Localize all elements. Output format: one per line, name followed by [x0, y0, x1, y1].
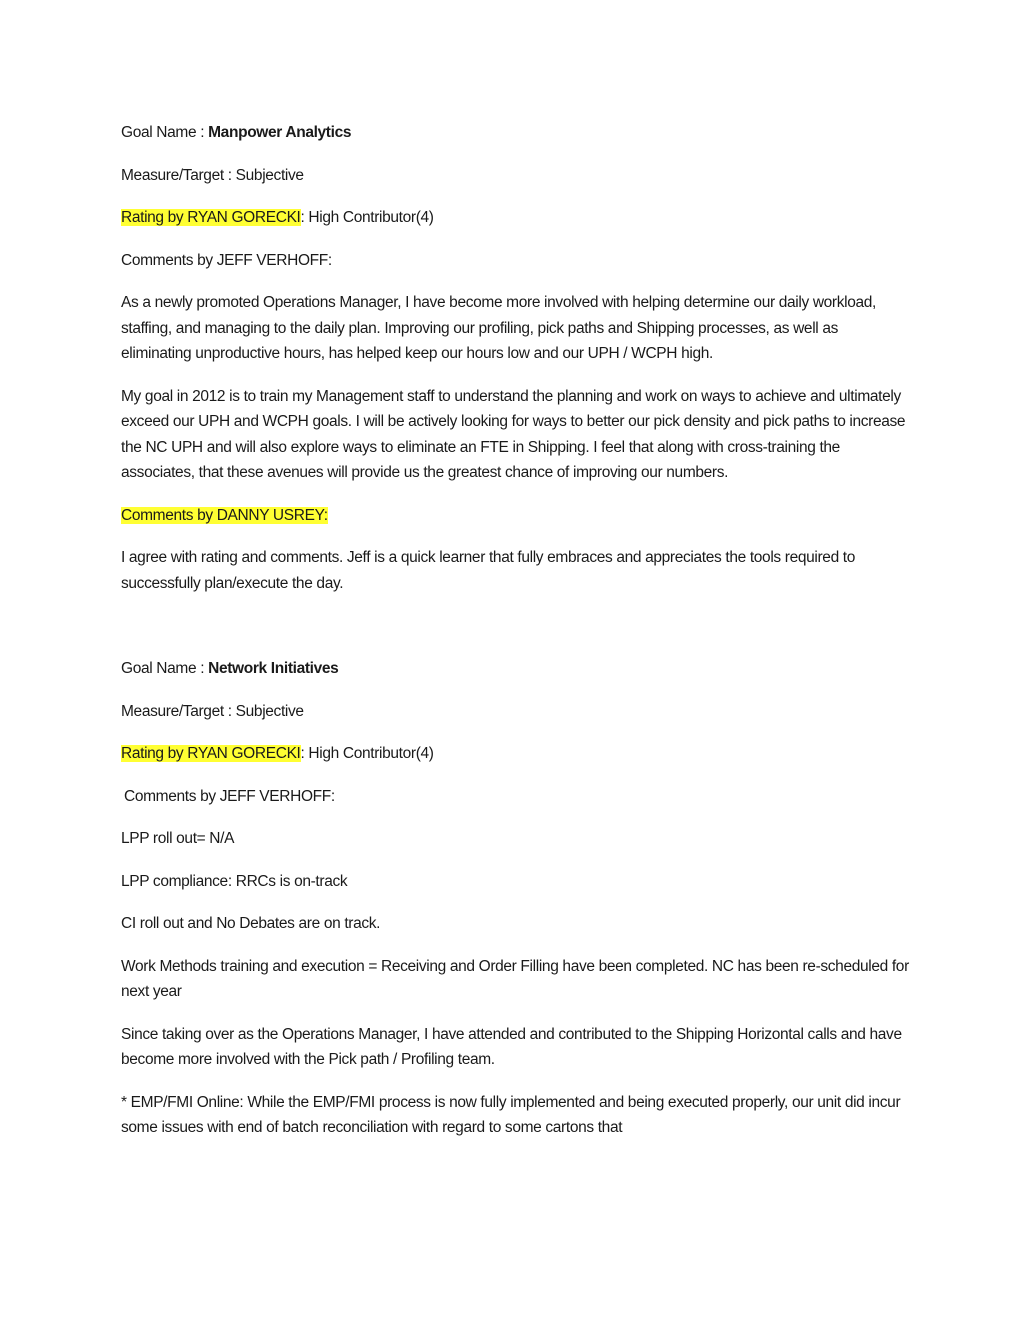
rating-line — [121, 741, 911, 767]
rating-value: : High Contributor(4) — [300, 745, 434, 762]
goal-name: Manpower Analytics — [208, 124, 352, 141]
goal-name-label: Goal Name : — [121, 660, 209, 677]
rating-value: : High Contributor(4) — [300, 209, 434, 226]
measure-target: Measure/Target : Subjective — [121, 702, 304, 720]
goal-section-network — [121, 656, 911, 1141]
rating-by-highlight: Rating by RYAN GORECKI — [121, 209, 301, 226]
comment-paragraph: Work Methods training and execution = Receiving and Order Filling have been completed. NC has been re-scheduled for next year — [121, 957, 909, 1000]
goal-section-manpower — [121, 120, 911, 596]
document-page — [121, 120, 911, 1158]
goal-name-label: Goal Name : — [121, 124, 209, 141]
comment-paragraph: My goal in 2012 is to train my Management staff to understand the planning and work on ways to achieve and ultimately exceed our UPH and WCPH goals. I will be actively looking for ways to better our pick density and pick paths to increase the NC UPH and will also explore ways to eliminate an FTE in Shipping. I feel that along with cross-training the associates, that these avenues will provide us the greatest chance of improving our numbers. — [121, 387, 906, 481]
comments-by-danny — [121, 503, 911, 529]
rating-by-highlight: Rating by RYAN GORECKI — [121, 745, 301, 762]
comment-paragraph: CI roll out and No Debates are on track. — [121, 915, 381, 932]
comment-paragraph: As a newly promoted Operations Manager, I have become more involved with helping determine our daily workload, staffing, and managing to the daily plan. Improving our profiling, pick paths and Shipping processes, as well as eliminating unproductive hours, has helped keep our hours low and our UPH / WCPH high. — [121, 294, 877, 362]
comment-paragraph: LPP compliance: RRCs is on-track — [121, 872, 348, 890]
comments-by-jeff: Comments by JEFF VERHOFF: — [121, 251, 332, 269]
measure-target: Measure/Target : Subjective — [121, 166, 304, 184]
comment-paragraph: * EMP/FMI Online: While the EMP/FMI process is now fully implemented and being executed properly, our unit did incur some issues with end of batch reconciliation with regard to some cartons that — [121, 1093, 901, 1136]
comments-by-danny-highlight: Comments by DANNY USREY: — [121, 506, 328, 524]
goal-name: Network Initiatives — [208, 660, 339, 677]
goal-name-line — [121, 656, 911, 682]
comment-paragraph: LPP roll out= N/A — [121, 830, 235, 847]
comment-paragraph: Since taking over as the Operations Manager, I have attended and contributed to the Shipping Horizontal calls and have become more involved with the Pick path / Profiling team. — [121, 1025, 902, 1068]
comments-by-jeff: Comments by JEFF VERHOFF: — [124, 787, 335, 805]
comment-paragraph: I agree with rating and comments. Jeff is a quick learner that fully embraces and appreciates the tools required to successfully plan/execute the day. — [121, 549, 856, 592]
goal-name-line — [121, 120, 911, 146]
section-spacer — [121, 613, 911, 656]
rating-line — [121, 205, 911, 231]
